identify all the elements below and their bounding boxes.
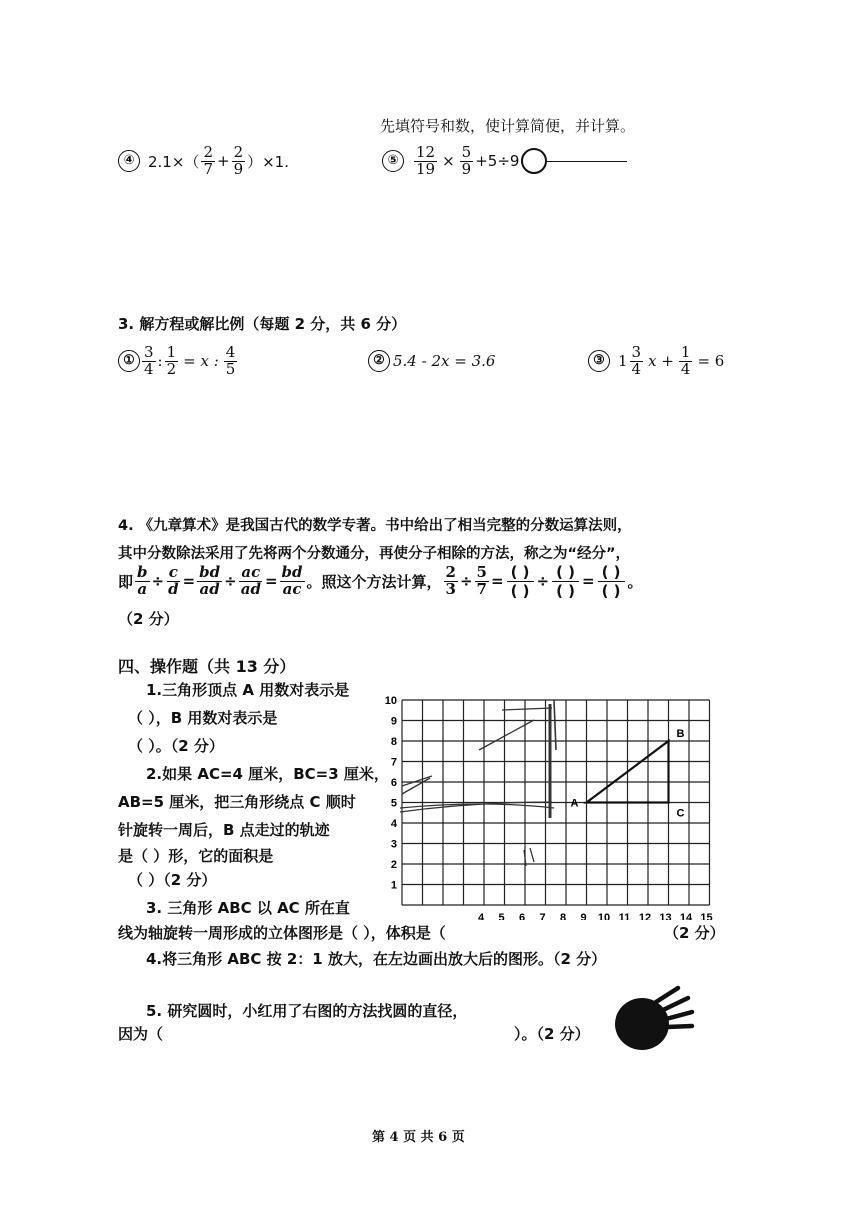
p1-line-2: （ ），B 用数对表示是 (128, 709, 278, 727)
p1-line-1: 1.三角形顶点 A 用数对表示是 (146, 681, 350, 699)
period: 。 (627, 572, 643, 591)
e3-end: = 6 (697, 352, 725, 370)
x-tick-label: 10 (597, 912, 611, 920)
e1-colon: : (157, 352, 163, 370)
e2-text: 5.4 - 2x = 3.6 (393, 352, 496, 370)
frac-c-d: $\frac{c}{d}$ (168, 562, 179, 598)
e1-fraction-1: $\frac{3}{4}$ (144, 342, 154, 378)
coordinate-grid (384, 690, 730, 920)
q4-plus: + (216, 152, 230, 170)
q4-number: ④ (118, 150, 140, 172)
eq-sign: = (182, 572, 196, 590)
e3-fraction-1: $\frac{3}{4}$ (631, 342, 642, 378)
y-tick-label: 10 (384, 695, 397, 707)
q5-fraction-1: $\frac{12}{19}$ (416, 142, 436, 178)
point-label-c: C (676, 807, 685, 820)
y-tick-label: 5 (390, 797, 397, 810)
frac-bd-ac: $\frac{bd}{ac}$ (281, 562, 303, 598)
ji-label: 即 (118, 572, 134, 591)
e3-middle: x + (648, 352, 674, 370)
x-tick-label: 12 (638, 912, 652, 920)
y-tick-label: 8 (390, 736, 397, 748)
q5-fraction-2: $\frac{5}{9}$ (461, 142, 472, 178)
x-tick-label: 4 (477, 912, 485, 920)
jingfen-formula (118, 556, 643, 606)
e1-middle: = x : (183, 352, 219, 370)
p3-line-2: 线为轴旋转一周形成的立体图形是（ ），体积是（ (118, 924, 446, 942)
p5-line-1: 5. 研究圆时，小红用了右图的方法找圆的直径， (146, 1002, 468, 1020)
q5-number: ⑤ (382, 150, 404, 172)
x-tick-label: 8 (559, 912, 567, 920)
e3-number: ③ (588, 350, 610, 372)
question-5-expression (382, 138, 627, 184)
x-tick-label: 14 (679, 912, 693, 920)
q5-times: × (442, 152, 455, 170)
question-4-expression (118, 140, 289, 182)
div-sign: ÷ (151, 572, 165, 590)
operator-blank-circle[interactable] (521, 148, 547, 174)
frac-bd-ad: $\frac{bd}{ad}$ (199, 562, 221, 598)
p5-line-2: 因为（ (118, 1025, 164, 1043)
e2-number: ② (368, 350, 390, 372)
y-tick-label: 7 (390, 756, 397, 769)
answer-blank-line[interactable] (547, 161, 627, 162)
e1-number: ① (118, 350, 140, 372)
frac-ac-ad: $\frac{ac}{ad}$ (240, 562, 261, 598)
e1-fraction-3: $\frac{4}{5}$ (225, 342, 236, 378)
p4-line: 4.将三角形 ABC 按 2：1 放大，在左边画出放大后的图形。（2 分） (146, 950, 607, 968)
x-tick-label: 6 (518, 912, 526, 920)
y-tick-label: 4 (390, 818, 397, 830)
q4-part-a: 2.1×（ (148, 152, 200, 171)
p1-line-3: （ ）。（2 分） (128, 737, 224, 755)
q4-line-1: 4. 《九章算术》是我国古代的数学专著。书中给出了相当完整的分数运算法则， (118, 518, 632, 534)
div-sign: ÷ (459, 572, 473, 590)
p2-line-2: AB=5 厘米，把三角形绕点 C 顺时 (118, 793, 356, 811)
x-tick-label: 13 (659, 912, 672, 920)
y-tick-label: 2 (390, 859, 397, 871)
p5-end: ）。（2 分） (514, 1025, 590, 1043)
point-label-b: B (676, 728, 685, 740)
p2-line-3: 针旋转一周后，B 点走过的轨迹 (118, 821, 330, 839)
q4-fraction-2: $\frac{2}{9}$ (233, 142, 244, 178)
y-tick-label: 9 (390, 715, 397, 728)
p3-line-1: 3. 三角形 ABC 以 AC 所在直 (146, 899, 350, 917)
page-footer: 第 4 页 共 6 页 (372, 1130, 465, 1145)
pencil-marks (400, 700, 556, 866)
method-text: 。照这个方法计算， (306, 572, 442, 591)
q4-part-b: ）×1. (247, 152, 289, 171)
p2-line-5: （ ）（2 分） (128, 871, 217, 889)
y-tick-label: 6 (390, 777, 397, 789)
div-sign: ÷ (536, 572, 550, 590)
section-ops-title: 四、操作题（共 13 分） (118, 657, 296, 676)
answer-fraction-2[interactable]: ( ) ( ) (552, 563, 579, 600)
point-label-a: A (570, 797, 579, 810)
e3-fraction-2: $\frac{1}{4}$ (680, 342, 691, 378)
frac-5-7: $\frac{5}{7}$ (476, 562, 487, 598)
p3-score: （2 分） (664, 924, 725, 942)
x-tick-label: 9 (580, 912, 587, 920)
div-sign: ÷ (224, 572, 237, 590)
eq-sign: = (264, 572, 278, 590)
section-3-title: 3. 解方程或解比例（每题 2 分，共 6 分） (118, 315, 407, 333)
y-tick-label: 1 (390, 879, 397, 892)
x-tick-label: 5 (498, 912, 505, 920)
x-tick-label: 7 (539, 912, 546, 920)
calc-instruction: 先填符号和数，使计算简便，并计算。 (380, 117, 636, 135)
q4-line-2: 其中分数除法采用了先将两个分数通分，再使分子相除的方法，称之为“经分”， (118, 546, 631, 562)
filled-circle (615, 998, 669, 1050)
answer-fraction-3[interactable]: ( ) ( ) (598, 563, 625, 600)
frac-2-3: $\frac{2}{3}$ (445, 562, 456, 598)
q4-fraction-1: $\frac{2}{7}$ (203, 142, 213, 178)
equation-2 (368, 346, 495, 376)
q5-rest: +5÷9 (475, 152, 520, 170)
p2-line-1: 2.如果 AC=4 厘米，BC=3 厘米， (146, 765, 389, 783)
p2-line-4: 是（ ）形，它的面积是 (118, 847, 274, 865)
q4-score: （2 分） (118, 610, 179, 628)
eq-sign: = (490, 572, 504, 590)
e3-whole: 1 (618, 352, 628, 370)
e1-fraction-2: $\frac{1}{2}$ (166, 342, 177, 378)
circle-diameter-figure (608, 982, 696, 1062)
y-tick-label: 3 (390, 838, 397, 851)
frac-b-a: $\frac{b}{a}$ (137, 562, 148, 598)
equation-1 (118, 338, 239, 384)
x-tick-label: 11 (618, 912, 631, 920)
equation-3 (588, 338, 724, 384)
answer-fraction-1[interactable]: ( ) ( ) (507, 563, 534, 600)
eq-sign: = (582, 572, 595, 590)
x-tick-label: 15 (700, 912, 713, 920)
